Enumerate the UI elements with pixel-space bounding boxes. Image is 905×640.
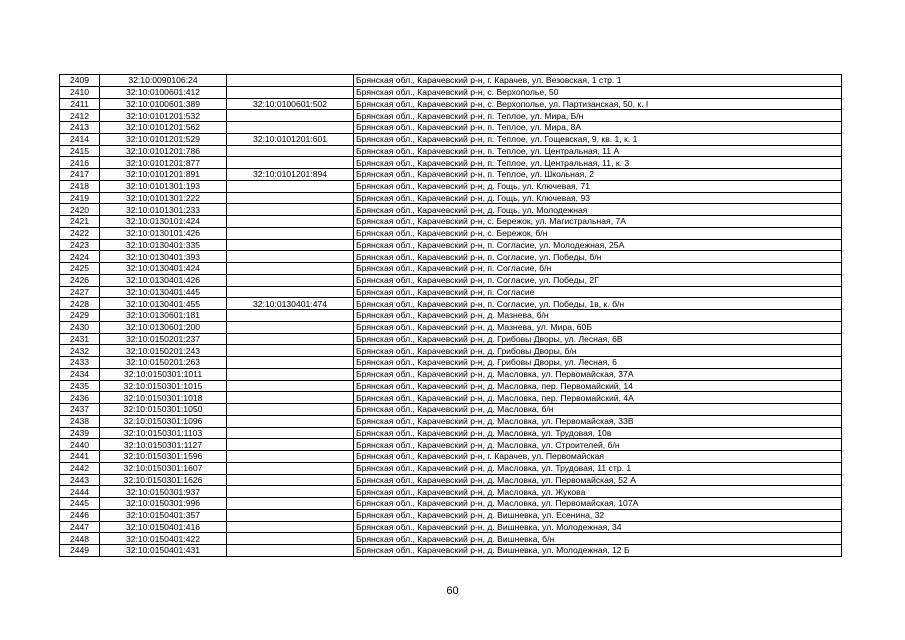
cadastral-number-cell: 32:10:0101201:786 xyxy=(100,145,227,157)
related-cadastral-number-cell xyxy=(227,216,354,228)
address-cell: Брянская обл., Карачевский р-н, п. Теплое, ул. Мира, Б/н xyxy=(354,110,842,122)
address-cell: Брянская обл., Карачевский р-н, д. Грибовы Дворы, б/н xyxy=(354,345,842,357)
table-row xyxy=(60,474,842,486)
row-number-cell: 2409 xyxy=(60,75,100,87)
table-body xyxy=(60,75,842,557)
cadastral-number-cell: 32:10:0090106:24 xyxy=(100,75,227,87)
table-row xyxy=(60,486,842,498)
address-cell: Брянская обл., Карачевский р-н, д. Масловка, ул. Трудовая, 10в xyxy=(354,427,842,439)
address-cell: Брянская обл., Карачевский р-н, д. Вишневка, б/н xyxy=(354,533,842,545)
table-row xyxy=(60,251,842,263)
related-cadastral-number-cell xyxy=(227,345,354,357)
related-cadastral-number-cell xyxy=(227,521,354,533)
cadastral-number-cell: 32:10:0150301:1011 xyxy=(100,368,227,380)
table-row xyxy=(60,75,842,87)
related-cadastral-number-cell xyxy=(227,310,354,322)
table-row xyxy=(60,439,842,451)
related-cadastral-number-cell xyxy=(227,180,354,192)
cadastral-number-cell: 32:10:0150301:1626 xyxy=(100,474,227,486)
table-row xyxy=(60,368,842,380)
table-row xyxy=(60,239,842,251)
row-number-cell: 2424 xyxy=(60,251,100,263)
table-row xyxy=(60,462,842,474)
table-row xyxy=(60,345,842,357)
address-cell: Брянская обл., Карачевский р-н, д. Масловка, пер. Первомайский, 14 xyxy=(354,380,842,392)
cadastral-number-cell: 32:10:0150301:937 xyxy=(100,486,227,498)
row-number-cell: 2430 xyxy=(60,321,100,333)
row-number-cell: 2445 xyxy=(60,498,100,510)
address-cell: Брянская обл., Карачевский р-н, д. Грибовы Дворы, ул. Лесная, 6В xyxy=(354,333,842,345)
cadastral-number-cell: 32:10:0101301:222 xyxy=(100,192,227,204)
address-cell: Брянская обл., Карачевский р-н, д. Мазнева, б/н xyxy=(354,310,842,322)
address-cell: Брянская обл., Карачевский р-н, д. Гощь, ул. Ключевая, 71 xyxy=(354,180,842,192)
cadastral-number-cell: 32:10:0150401:422 xyxy=(100,533,227,545)
table-row xyxy=(60,98,842,110)
cadastral-number-cell: 32:10:0150301:1096 xyxy=(100,415,227,427)
row-number-cell: 2423 xyxy=(60,239,100,251)
table-row xyxy=(60,286,842,298)
row-number-cell: 2446 xyxy=(60,509,100,521)
related-cadastral-number-cell xyxy=(227,204,354,216)
cadastral-number-cell: 32:10:0150301:996 xyxy=(100,498,227,510)
row-number-cell: 2417 xyxy=(60,169,100,181)
address-cell: Брянская обл., Карачевский р-н, д. Масловка, ул. Первомайская, 33В xyxy=(354,415,842,427)
table-row xyxy=(60,145,842,157)
address-cell: Брянская обл., Карачевский р-н, п. Согласие, ул. Молодежная, 25А xyxy=(354,239,842,251)
table-row xyxy=(60,157,842,169)
cadastral-number-cell: 32:10:0130101:426 xyxy=(100,227,227,239)
table-row xyxy=(60,404,842,416)
row-number-cell: 2441 xyxy=(60,451,100,463)
table-row xyxy=(60,427,842,439)
row-number-cell: 2438 xyxy=(60,415,100,427)
address-cell: Брянская обл., Карачевский р-н, с. Бережок, б/н xyxy=(354,227,842,239)
table-row xyxy=(60,263,842,275)
cadastral-number-cell: 32:10:0150301:1127 xyxy=(100,439,227,451)
table-row xyxy=(60,110,842,122)
cadastral-number-cell: 32:10:0150301:1050 xyxy=(100,404,227,416)
cadastral-number-cell: 32:10:0150201:263 xyxy=(100,357,227,369)
address-cell: Брянская обл., Карачевский р-н, д. Масловка, ул. Трудовая, 11 стр. 1 xyxy=(354,462,842,474)
related-cadastral-number-cell xyxy=(227,427,354,439)
row-number-cell: 2419 xyxy=(60,192,100,204)
row-number-cell: 2410 xyxy=(60,86,100,98)
related-cadastral-number-cell xyxy=(227,451,354,463)
row-number-cell: 2432 xyxy=(60,345,100,357)
related-cadastral-number-cell xyxy=(227,239,354,251)
address-cell: Брянская обл., Карачевский р-н, д. Гощь, ул. Ключевая, 93 xyxy=(354,192,842,204)
row-number-cell: 2449 xyxy=(60,545,100,557)
row-number-cell: 2425 xyxy=(60,263,100,275)
table-row xyxy=(60,122,842,134)
row-number-cell: 2431 xyxy=(60,333,100,345)
related-cadastral-number-cell: 32:10:0101201:601 xyxy=(227,133,354,145)
cadastral-number-cell: 32:10:0150401:416 xyxy=(100,521,227,533)
address-cell: Брянская обл., Карачевский р-н, п. Теплое, ул. Школьная, 2 xyxy=(354,169,842,181)
row-number-cell: 2428 xyxy=(60,298,100,310)
address-cell: Брянская обл., Карачевский р-н, с. Верхополье, 50 xyxy=(354,86,842,98)
cadastral-number-cell: 32:10:0150301:1103 xyxy=(100,427,227,439)
table-row xyxy=(60,310,842,322)
cadastral-number-cell: 32:10:0130401:335 xyxy=(100,239,227,251)
table-row xyxy=(60,216,842,228)
table-row xyxy=(60,321,842,333)
related-cadastral-number-cell xyxy=(227,145,354,157)
related-cadastral-number-cell xyxy=(227,474,354,486)
cadastral-number-cell: 32:10:0150201:243 xyxy=(100,345,227,357)
related-cadastral-number-cell xyxy=(227,263,354,275)
row-number-cell: 2429 xyxy=(60,310,100,322)
table-row xyxy=(60,392,842,404)
address-cell: Брянская обл., Карачевский р-н, п. Теплое, ул. Мира, 8А xyxy=(354,122,842,134)
related-cadastral-number-cell xyxy=(227,415,354,427)
table-row xyxy=(60,298,842,310)
address-cell: Брянская обл., Карачевский р-н, п. Согласие, б/н xyxy=(354,263,842,275)
address-cell: Брянская обл., Карачевский р-н, д. Гощь, ул. Молодежная xyxy=(354,204,842,216)
related-cadastral-number-cell xyxy=(227,333,354,345)
related-cadastral-number-cell xyxy=(227,392,354,404)
row-number-cell: 2434 xyxy=(60,368,100,380)
address-cell: Брянская обл., Карачевский р-н, г. Карачев, ул. Первомайская xyxy=(354,451,842,463)
address-cell: Брянская обл., Карачевский р-н, д. Масловка, ул. Строителей, б/н xyxy=(354,439,842,451)
cadastral-number-cell: 32:10:0100601:389 xyxy=(100,98,227,110)
table-row xyxy=(60,333,842,345)
related-cadastral-number-cell: 32:10:0100601:502 xyxy=(227,98,354,110)
cadastral-number-cell: 32:10:0130601:181 xyxy=(100,310,227,322)
cadastral-number-cell: 32:10:0130601:200 xyxy=(100,321,227,333)
address-cell: Брянская обл., Карачевский р-н, п. Согласие xyxy=(354,286,842,298)
related-cadastral-number-cell xyxy=(227,357,354,369)
related-cadastral-number-cell: 32:10:0101201:894 xyxy=(227,169,354,181)
row-number-cell: 2422 xyxy=(60,227,100,239)
related-cadastral-number-cell xyxy=(227,321,354,333)
related-cadastral-number-cell xyxy=(227,533,354,545)
address-cell: Брянская обл., Карачевский р-н, г. Карачев, ул. Везовская, 1 стр. 1 xyxy=(354,75,842,87)
address-cell: Брянская обл., Карачевский р-н, п. Согласие, ул. Победы, 2Г xyxy=(354,274,842,286)
table-row xyxy=(60,509,842,521)
row-number-cell: 2435 xyxy=(60,380,100,392)
address-cell: Брянская обл., Карачевский р-н, д. Масловка, пер. Первомайский, 4А xyxy=(354,392,842,404)
related-cadastral-number-cell xyxy=(227,439,354,451)
related-cadastral-number-cell xyxy=(227,110,354,122)
address-cell: Брянская обл., Карачевский р-н, д. Грибовы Дворы, ул. Лесная, 6 xyxy=(354,357,842,369)
cadastral-number-cell: 32:10:0150301:1596 xyxy=(100,451,227,463)
related-cadastral-number-cell xyxy=(227,286,354,298)
table-row xyxy=(60,169,842,181)
address-cell: Брянская обл., Карачевский р-н, с. Бережок, ул. Магистральная, 7А xyxy=(354,216,842,228)
cadastral-number-cell: 32:10:0101201:877 xyxy=(100,157,227,169)
cadastral-number-cell: 32:10:0101201:532 xyxy=(100,110,227,122)
address-cell: Брянская обл., Карачевский р-н, п. Теплое, ул. Центральная, 11 А xyxy=(354,145,842,157)
related-cadastral-number-cell xyxy=(227,122,354,134)
cadastral-number-cell: 32:10:0130401:393 xyxy=(100,251,227,263)
cadastral-number-cell: 32:10:0150301:1018 xyxy=(100,392,227,404)
related-cadastral-number-cell xyxy=(227,509,354,521)
cadastral-number-cell: 32:10:0130101:424 xyxy=(100,216,227,228)
table-row xyxy=(60,521,842,533)
related-cadastral-number-cell xyxy=(227,462,354,474)
related-cadastral-number-cell xyxy=(227,86,354,98)
table-row xyxy=(60,357,842,369)
address-cell: Брянская обл., Карачевский р-н, д. Масловка, ул. Первомайская, 37А xyxy=(354,368,842,380)
table-row xyxy=(60,498,842,510)
address-cell: Брянская обл., Карачевский р-н, п. Согласие, ул. Победы, б/н xyxy=(354,251,842,263)
cadastral-number-cell: 32:10:0101201:562 xyxy=(100,122,227,134)
table-row xyxy=(60,415,842,427)
address-cell: Брянская обл., Карачевский р-н, д. Вишневка, ул. Молодежная, 34 xyxy=(354,521,842,533)
row-number-cell: 2416 xyxy=(60,157,100,169)
row-number-cell: 2436 xyxy=(60,392,100,404)
row-number-cell: 2413 xyxy=(60,122,100,134)
cadastral-number-cell: 32:10:0101301:233 xyxy=(100,204,227,216)
row-number-cell: 2411 xyxy=(60,98,100,110)
related-cadastral-number-cell xyxy=(227,75,354,87)
related-cadastral-number-cell xyxy=(227,368,354,380)
row-number-cell: 2439 xyxy=(60,427,100,439)
table-row xyxy=(60,204,842,216)
row-number-cell: 2420 xyxy=(60,204,100,216)
cadastral-number-cell: 32:10:0101301:193 xyxy=(100,180,227,192)
row-number-cell: 2415 xyxy=(60,145,100,157)
cadastral-number-cell: 32:10:0130401:455 xyxy=(100,298,227,310)
row-number-cell: 2447 xyxy=(60,521,100,533)
row-number-cell: 2437 xyxy=(60,404,100,416)
property-register-table xyxy=(59,74,842,557)
cadastral-number-cell: 32:10:0150301:1607 xyxy=(100,462,227,474)
row-number-cell: 2418 xyxy=(60,180,100,192)
cadastral-number-cell: 32:10:0100601:412 xyxy=(100,86,227,98)
cadastral-number-cell: 32:10:0150301:1015 xyxy=(100,380,227,392)
related-cadastral-number-cell xyxy=(227,380,354,392)
related-cadastral-number-cell xyxy=(227,486,354,498)
table-row xyxy=(60,192,842,204)
related-cadastral-number-cell xyxy=(227,498,354,510)
address-cell: Брянская обл., Карачевский р-н, д. Мазнева, ул. Мира, 60Б xyxy=(354,321,842,333)
table-row xyxy=(60,380,842,392)
related-cadastral-number-cell xyxy=(227,404,354,416)
row-number-cell: 2448 xyxy=(60,533,100,545)
table-row xyxy=(60,180,842,192)
row-number-cell: 2444 xyxy=(60,486,100,498)
address-cell: Брянская обл., Карачевский р-н, д. Масловка, б/н xyxy=(354,404,842,416)
address-cell: Брянская обл., Карачевский р-н, с. Верхополье, ул. Партизанская, 50, к. I xyxy=(354,98,842,110)
cadastral-number-cell: 32:10:0101201:891 xyxy=(100,169,227,181)
related-cadastral-number-cell xyxy=(227,274,354,286)
address-cell: Брянская обл., Карачевский р-н, п. Теплое, ул. Гощевская, 9, кв. 1, к. 1 xyxy=(354,133,842,145)
row-number-cell: 2440 xyxy=(60,439,100,451)
related-cadastral-number-cell xyxy=(227,192,354,204)
related-cadastral-number-cell xyxy=(227,545,354,557)
row-number-cell: 2426 xyxy=(60,274,100,286)
address-cell: Брянская обл., Карачевский р-н, д. Вишневка, ул. Молодежная, 12 Б xyxy=(354,545,842,557)
address-cell: Брянская обл., Карачевский р-н, д. Вишневка, ул. Есенина, 32 xyxy=(354,509,842,521)
cadastral-number-cell: 32:10:0150401:431 xyxy=(100,545,227,557)
table-row xyxy=(60,133,842,145)
address-cell: Брянская обл., Карачевский р-н, д. Масловка, ул. Первомайская, 52 А xyxy=(354,474,842,486)
address-cell: Брянская обл., Карачевский р-н, п. Теплое, ул. Центральная, 11, к. 3 xyxy=(354,157,842,169)
table-row xyxy=(60,227,842,239)
related-cadastral-number-cell xyxy=(227,227,354,239)
row-number-cell: 2421 xyxy=(60,216,100,228)
cadastral-number-cell: 32:10:0101201:529 xyxy=(100,133,227,145)
row-number-cell: 2443 xyxy=(60,474,100,486)
row-number-cell: 2414 xyxy=(60,133,100,145)
address-cell: Брянская обл., Карачевский р-н, д. Масловка, ул. Первомайская, 107А xyxy=(354,498,842,510)
cadastral-number-cell: 32:10:0130401:426 xyxy=(100,274,227,286)
page-number: 60 xyxy=(446,585,459,597)
related-cadastral-number-cell xyxy=(227,251,354,263)
cadastral-number-cell: 32:10:0150401:357 xyxy=(100,509,227,521)
related-cadastral-number-cell: 32:10:0130401:474 xyxy=(227,298,354,310)
table-row xyxy=(60,274,842,286)
cadastral-number-cell: 32:10:0130401:424 xyxy=(100,263,227,275)
table-row xyxy=(60,545,842,557)
table-row xyxy=(60,451,842,463)
address-cell: Брянская обл., Карачевский р-н, п. Согласие, ул. Победы, 1в, к. б/н xyxy=(354,298,842,310)
address-cell: Брянская обл., Карачевский р-н, д. Масловка, ул. Жукова xyxy=(354,486,842,498)
row-number-cell: 2433 xyxy=(60,357,100,369)
row-number-cell: 2412 xyxy=(60,110,100,122)
row-number-cell: 2427 xyxy=(60,286,100,298)
related-cadastral-number-cell xyxy=(227,157,354,169)
table-row xyxy=(60,533,842,545)
cadastral-number-cell: 32:10:0150201:237 xyxy=(100,333,227,345)
row-number-cell: 2442 xyxy=(60,462,100,474)
cadastral-number-cell: 32:10:0130401:445 xyxy=(100,286,227,298)
table-row xyxy=(60,86,842,98)
